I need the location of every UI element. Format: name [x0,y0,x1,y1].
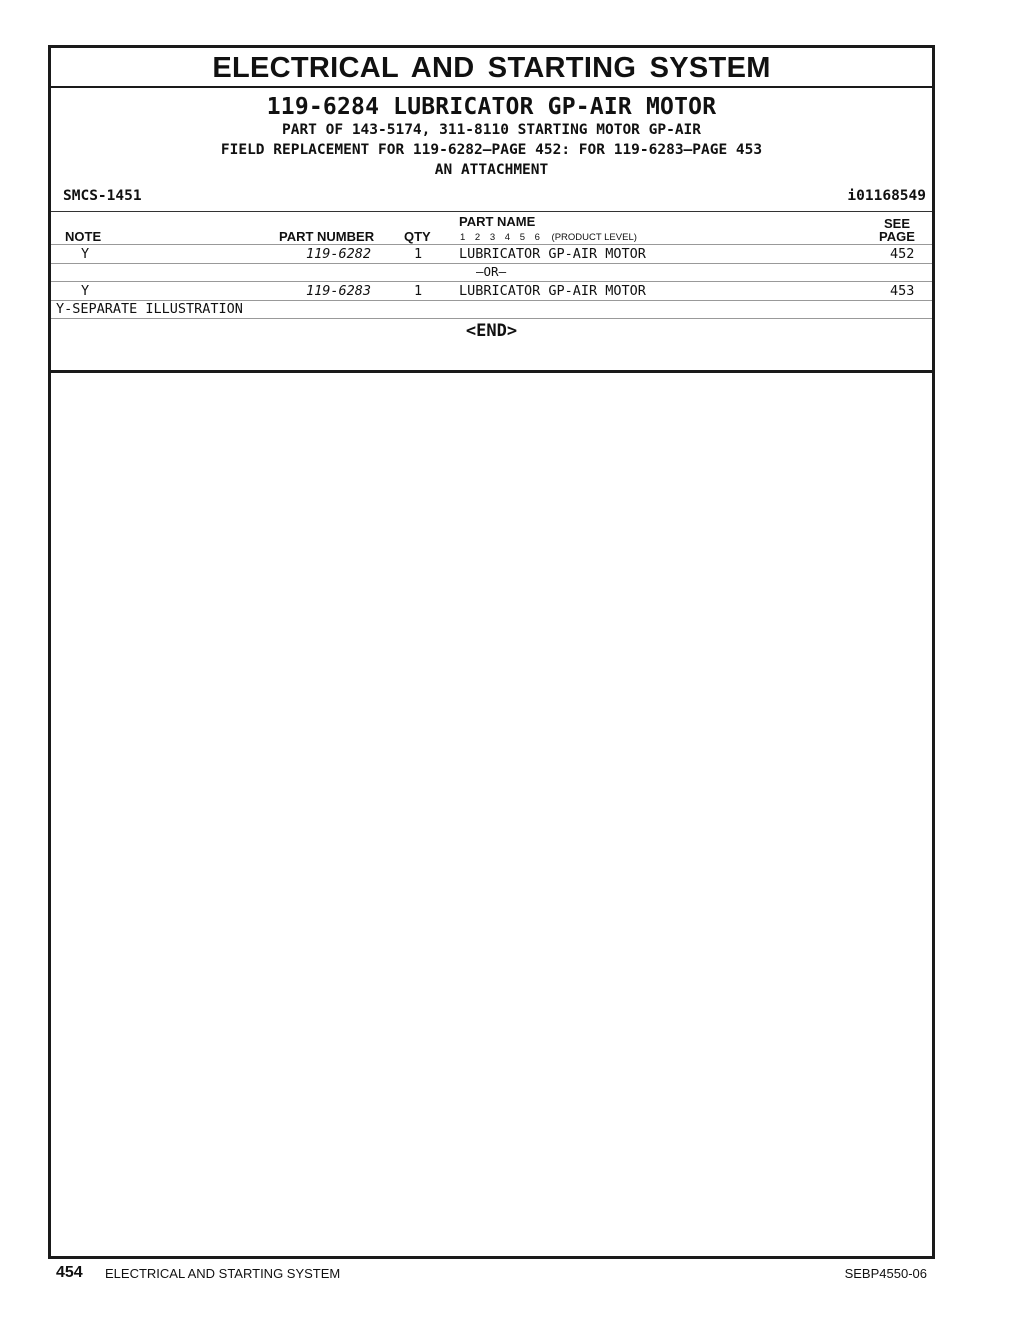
attachment-line: AN ATTACHMENT [434,162,549,178]
header-see: SEE [884,216,911,231]
illustration-id: i01168549 [847,188,926,204]
group-title: 119-6284 LUBRICATOR GP-AIR MOTOR [266,94,717,120]
header-product-levels [460,232,637,243]
header-product-level: (PRODUCT LEVEL) [551,232,637,243]
footer-page-number: 454 [56,1264,83,1281]
row-part-number: 119-6283 [306,283,372,299]
row-note: Y [81,246,90,262]
footer-section: ELECTRICAL AND STARTING SYSTEM [105,1266,341,1281]
section-title: ELECTRICAL AND STARTING SYSTEM [51,48,932,88]
field-replacement-line: FIELD REPLACEMENT FOR 119-6282—PAGE 452: FOR 119-6283—PAGE 453 [220,142,763,158]
page-frame [48,45,935,1259]
row-part-number: 119-6282 [306,246,372,262]
footnote: Y-SEPARATE ILLUSTRATION [56,301,243,317]
row-qty: 1 [414,283,423,299]
row-qty: 1 [414,246,423,262]
table-top-rule [51,211,932,212]
header-part-number: PART NUMBER [279,229,375,244]
row-rule [51,281,932,282]
end-marker: <END> [465,321,518,341]
header-qty: QTY [404,229,431,244]
header-level-numbers: 1 2 3 4 5 6 [460,232,540,243]
row-see-page: 452 [890,246,915,262]
row-part-name: LUBRICATOR GP-AIR MOTOR [459,246,646,262]
row-rule [51,318,932,319]
row-note: Y [81,283,90,299]
footer-doc-id: SEBP4550-06 [844,1266,927,1281]
header-rule [51,244,932,245]
smcs-code: SMCS-1451 [63,188,142,204]
row-see-page: 453 [890,283,915,299]
or-separator: —OR— [476,264,507,279]
header-page: PAGE [879,229,915,244]
part-of-line: PART OF 143-5174, 311-8110 STARTING MOTOR GP-AIR [281,122,702,138]
header-part-name: PART NAME [459,214,536,229]
header-note: NOTE [65,229,102,244]
row-part-name: LUBRICATOR GP-AIR MOTOR [459,283,646,299]
section-divider [51,370,932,373]
